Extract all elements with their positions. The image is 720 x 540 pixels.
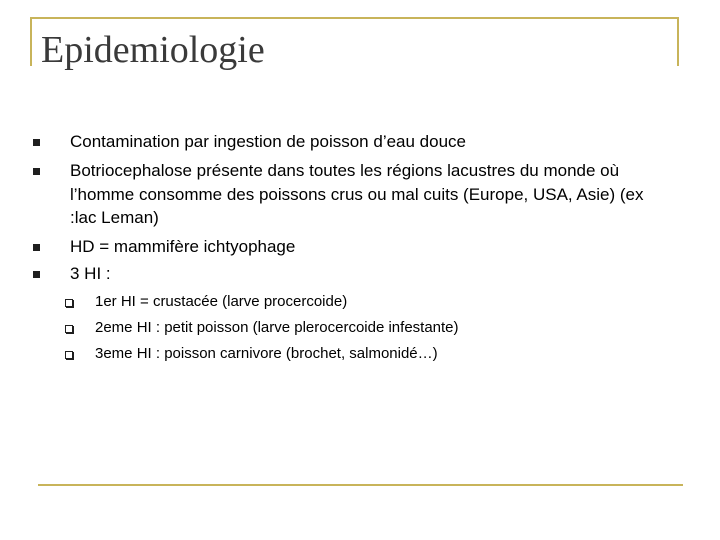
bullet-text: Botriocephalose présente dans toutes les régions lacustres du monde où l’homme consomme des poissons crus ou mal cuits (Europe, USA, Asie) (ex :lac Leman) [70,161,644,227]
sub-bullet-text: 2eme HI : petit poisson (larve plerocercoide infestante) [95,319,459,336]
bullet-item [70,159,660,230]
filled-square-bullet-icon [33,139,40,146]
hollow-box-bullet-icon [65,325,73,333]
sub-bullet-item [95,292,655,312]
bullet-item [70,262,660,286]
sub-bullet-item [95,318,655,338]
sub-bullet-text: 3eme HI : poisson carnivore (brochet, salmonidé…) [95,345,438,362]
bullet-item [70,235,660,259]
filled-square-bullet-icon [33,271,40,278]
hollow-box-bullet-icon [65,299,73,307]
bullet-text: 3 HI : [70,264,111,283]
hollow-box-bullet-icon [65,351,73,359]
bullet-item [70,130,660,154]
bullet-text: Contamination par ingestion de poisson d’eau douce [70,132,466,151]
filled-square-bullet-icon [33,244,40,251]
slide-title: Epidemiologie [41,29,265,71]
bottom-border-rule [38,484,683,486]
filled-square-bullet-icon [33,168,40,175]
bullet-text: HD = mammifère ichtyophage [70,237,296,256]
sub-bullet-item [95,344,655,364]
sub-bullet-text: 1er HI = crustacée (larve procercoide) [95,293,348,310]
